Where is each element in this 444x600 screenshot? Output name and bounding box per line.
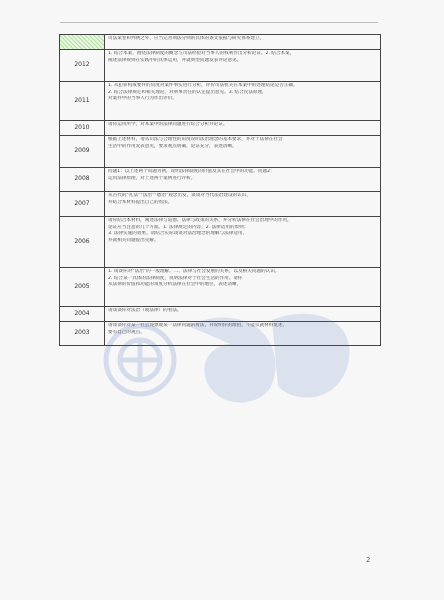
year-cell: 2004	[60, 307, 105, 321]
content-line: 从法律的价值和功能的角度分析法律在社会中的地位，表述清晰。	[108, 282, 242, 288]
year-cell: 2003	[60, 322, 105, 345]
content-line: 请你结合本材料，阐述法律与道德、法律与政策的关系，并分析法律在社会治理中的作用，	[108, 218, 292, 223]
year-cell: 2009	[60, 136, 105, 167]
content-line: 2. 结合法律规定和相关理论，对刑事责任的认定提出意见。3. 结合民法原理，	[108, 89, 267, 95]
content-cell	[105, 307, 380, 321]
content-line: 请谈谈你对法治（或法律）的看法。	[108, 308, 182, 313]
content-cell	[105, 136, 380, 167]
year-cell: 2012	[60, 50, 105, 81]
table-row	[60, 50, 380, 82]
content-cell	[105, 168, 380, 191]
content-cell	[105, 121, 380, 135]
year-cell: 2010	[60, 121, 105, 135]
content-line: 从古代的“礼法”“法治”“德治”观念出发，谈谈对当代法治建设的认识，	[108, 193, 251, 198]
table-row	[60, 82, 380, 121]
table-row	[60, 192, 380, 217]
content-line: 生活中的作用发表意见，要求观点明确，论证充分，表述清晰。	[108, 143, 237, 149]
content-line: 论证应当注意的几个方面。1. 法律规定的内容；2. 法律适用的原则；	[108, 224, 249, 230]
table-row	[60, 217, 380, 268]
content-line: 请谈谈你对某一社会现象或某一法律问题的看法，并说明你的理由。不能仅就材料复述，	[108, 323, 288, 328]
content-line: 对案件中的当事人行为作出评价。	[108, 96, 177, 102]
content-line: 问题1：以上述两个问题为例，说明法律制度的价值及其在社会中的功能。问题2：	[108, 169, 275, 174]
year-cell: 2011	[60, 82, 105, 120]
content-line: 司法案卷和判例之外，应当完善刑法分则的具体的条文依据与研究体系建立。	[108, 36, 265, 41]
content-cell	[105, 82, 380, 120]
content-line: 1. 从犯罪构成要件的角度对案件事实进行分析，评价司法机关在本案中的处理结论是否正确。	[108, 83, 298, 88]
year-cell: 2008	[60, 168, 105, 191]
content-line: 1. 谈谈你对“法治”的一般理解。二、法律与社会发展的关系，以及相关问题的认识。	[108, 269, 280, 274]
year-cell: 2006	[60, 217, 105, 267]
content-cell	[105, 322, 380, 345]
exam-question-table	[59, 34, 381, 346]
table-row	[60, 322, 380, 346]
page-number: 2	[366, 556, 371, 564]
header-rule	[60, 22, 378, 23]
table-row	[60, 307, 380, 322]
content-line: 并就相关问题提出见解。	[108, 237, 159, 243]
table-row	[60, 136, 380, 168]
content-cell	[105, 50, 380, 81]
content-line: 1. 结合本案，围绕法律制度的概念与司法经验对当事人的权利作出分析论证。2. 结合本案，	[108, 51, 295, 56]
content-line: 阐述法律规则在实践中的具体运用，并就典型问题发表评论意见。	[108, 57, 242, 63]
table-row	[60, 35, 380, 50]
year-cell: 2007	[60, 192, 105, 216]
content-cell	[105, 192, 380, 216]
content-line: 2. 结合某一具体的法律制度，说明法律对于社会生活的作用。请你	[108, 275, 243, 281]
content-line: 运用法律原理，对上述两个案例进行评析。	[108, 175, 196, 181]
table-row	[60, 168, 380, 192]
content-line: 要有自己的观点。	[108, 329, 145, 335]
content-line: 根据上述材料，请从司法与合理性的角度说明法治理念的基本要求，并对于法律在社会	[108, 137, 283, 142]
content-cell	[105, 268, 380, 306]
year-cell: 2005	[60, 268, 105, 306]
content-line: 请你运用所学，对本案中的法律问题进行综合分析并论证。	[108, 122, 228, 127]
content-line: 并结合本材料提出自己的看法。	[108, 199, 173, 205]
table-row	[60, 121, 380, 136]
content-cell	[105, 35, 380, 49]
table-row	[60, 268, 380, 307]
content-line: 3. 法律实施的效果。请结合实际谈谈对法治理念的理解与法律适用，	[108, 231, 248, 237]
year-cell	[60, 35, 105, 49]
content-cell	[105, 217, 380, 267]
